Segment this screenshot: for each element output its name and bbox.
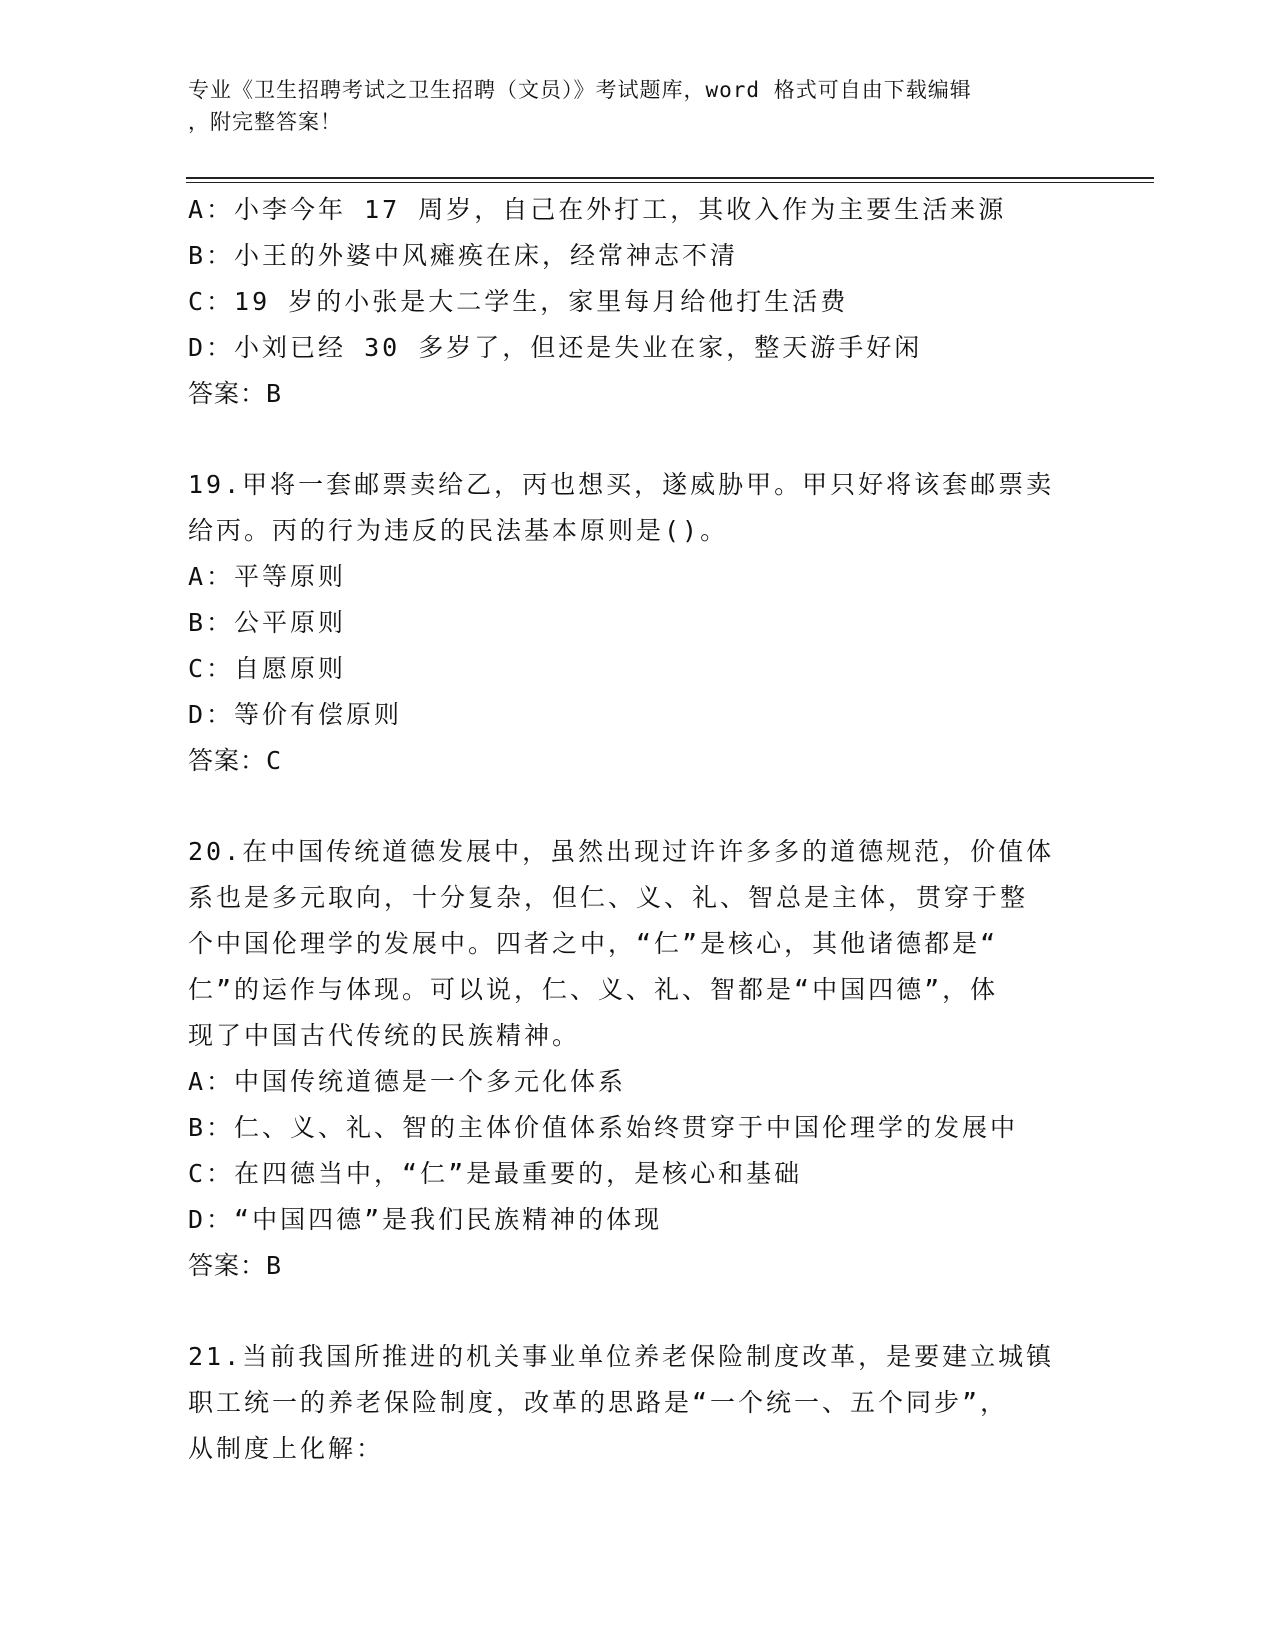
spacer (188, 1289, 1088, 1334)
option-a: A：中国传统道德是一个多元化体系 (188, 1067, 627, 1096)
option-c: C：自愿原则 (188, 654, 347, 683)
question-stem-line: 个中国伦理学的发展中。四者之中，“仁”是核心，其他诸德都是“ (188, 929, 999, 958)
option-b: B：公平原则 (188, 608, 347, 637)
header-divider-thin (186, 182, 1154, 183)
header-divider-thick (186, 177, 1154, 179)
answer-line: 答案：C (188, 746, 283, 775)
question-stem-line: 仁”的运作与体现。可以说，仁、义、礼、智都是“中国四德”，体 (188, 975, 999, 1004)
question-stem-line: 21.当前我国所推进的机关事业单位养老保险制度改革，是要建立城镇 (188, 1342, 1055, 1371)
option-a: A：小李今年 17 周岁，自己在外打工，其收入作为主要生活来源 (188, 195, 1007, 224)
question-19-block (188, 462, 1088, 784)
question-stem-line: 20.在中国传统道德发展中，虽然出现过许许多多的道德规范，价值体 (188, 837, 1055, 866)
option-a: A：平等原则 (188, 562, 347, 591)
prev-question-block (188, 187, 1088, 417)
option-d: D：小刘已经 30 多岁了，但还是失业在家，整天游手好闲 (188, 333, 923, 362)
header-line-1: 专业《卫生招聘考试之卫生招聘（文员）》考试题库，word 格式可自由下载编辑 (188, 78, 972, 102)
question-stem-line: 现了中国古代传统的民族精神。 (188, 1021, 581, 1050)
question-stem-line: 从制度上化解： (188, 1434, 385, 1463)
option-b: B：小王的外婆中风瘫痪在床，经常神志不清 (188, 241, 739, 270)
question-20-block (188, 829, 1088, 1289)
question-stem-line: 给丙。丙的行为违反的民法基本原则是()。 (188, 516, 729, 545)
question-stem-line: 19.甲将一套邮票卖给乙，丙也想买，遂威胁甲。甲只好将该套邮票卖 (188, 470, 1055, 499)
header-line-2: ，附完整答案！ (188, 110, 342, 134)
spacer (188, 417, 1088, 462)
question-stem-line: 职工统一的养老保险制度，改革的思路是“一个统一、五个同步”， (188, 1388, 1009, 1417)
question-21-block (188, 1334, 1088, 1472)
option-b: B：仁、义、礼、智的主体价值体系始终贯穿于中国伦理学的发展中 (188, 1113, 1019, 1142)
option-d: D：等价有偿原则 (188, 700, 403, 729)
question-stem-line: 系也是多元取向，十分复杂，但仁、义、礼、智总是主体，贯穿于整 (188, 883, 1029, 912)
spacer (188, 784, 1088, 829)
answer-line: 答案：B (188, 1251, 283, 1280)
option-d: D：“中国四德”是我们民族精神的体现 (188, 1205, 663, 1234)
answer-line: 答案：B (188, 379, 283, 408)
question-content (188, 187, 1088, 1472)
option-c: C：在四德当中，“仁”是最重要的，是核心和基础 (188, 1159, 803, 1188)
option-c: C：19 岁的小张是大二学生，家里每月给他打生活费 (188, 287, 849, 316)
document-header (188, 74, 1068, 138)
